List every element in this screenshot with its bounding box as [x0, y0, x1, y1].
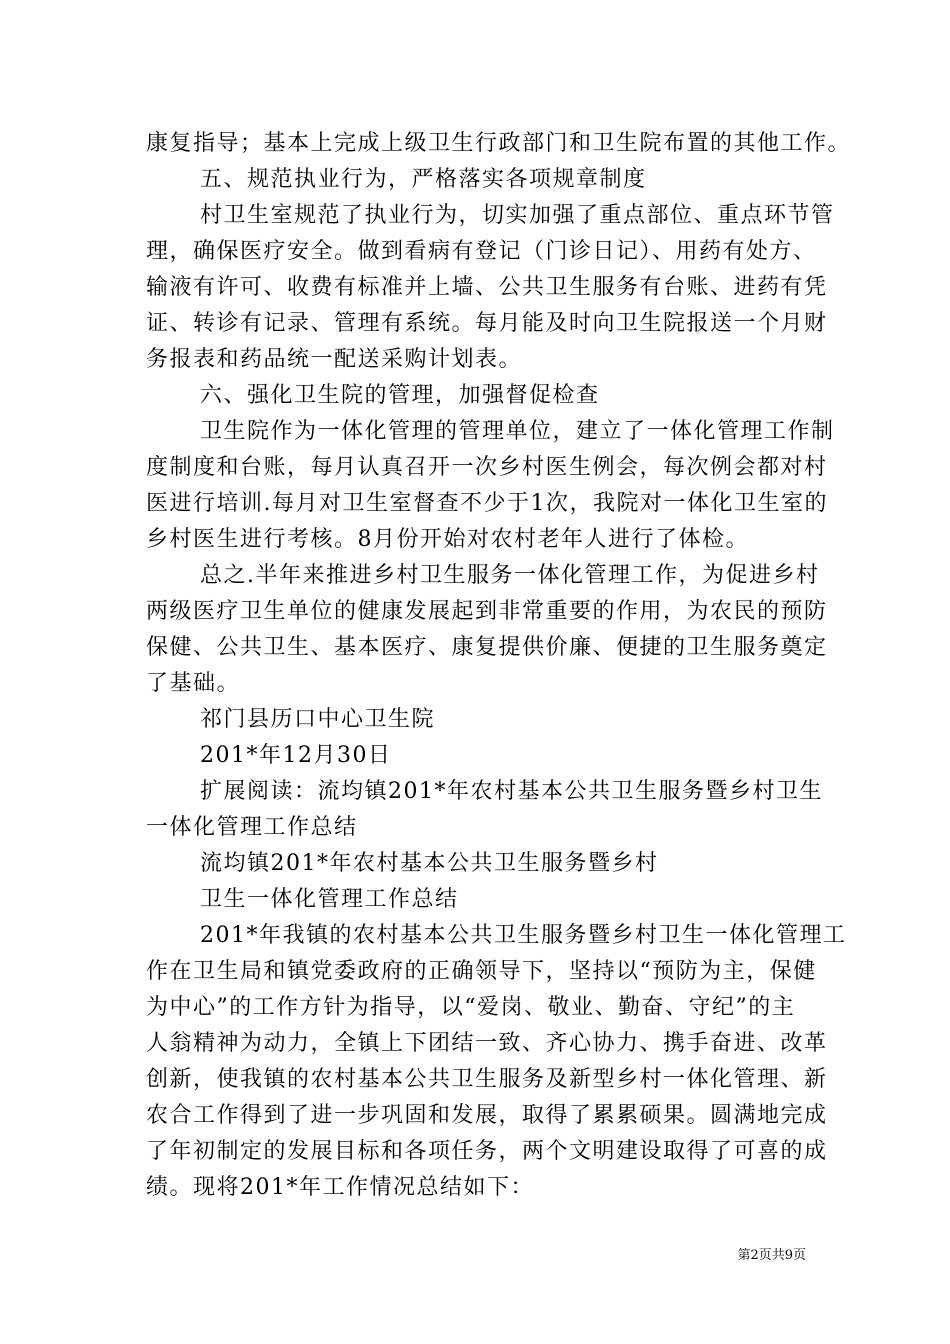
body-text-line: 医进行培训.每月对卫生室督查不少于1次，我院对一体化卫生室的 [146, 491, 828, 516]
body-text-line: 保健、公共卫生、基本医疗、康复提供价廉、便捷的卫生服务奠定 [146, 635, 828, 660]
body-text-line: 度制度和台账，每月认真召开一次乡村医生例会，每次例会都对村 [146, 455, 828, 480]
body-text-line: 输液有许可、收费有标准并上墙、公共卫生服务有台账、进药有凭 [146, 275, 828, 300]
body-text-line: 务报表和药品统一配送采购计划表。 [146, 347, 523, 372]
section-heading: 六、强化卫生院的管理，加强督促检查 [200, 383, 600, 408]
body-text-line: 卫生院作为一体化管理的管理单位，建立了一体化管理工作制 [200, 419, 835, 444]
article-title: 流均镇201*年农村基本公共卫生服务暨乡村 [200, 851, 659, 876]
page-number: 第2页共9页 [737, 1248, 806, 1263]
body-text-line: 了基础。 [146, 671, 241, 696]
body-text-line: 了年初制定的发展目标和各项任务，两个文明建设取得了可喜的成 [146, 1139, 828, 1164]
body-text-line: 康复指导；基本上完成上级卫生行政部门和卫生院布置的其他工作。 [146, 131, 852, 156]
body-text-line: 为中心”的工作方针为指导，以“爱岗、敬业、勤奋、守纪”的主 [146, 995, 796, 1020]
body-text-line: 作在卫生局和镇党委政府的正确领导下，坚持以“预防为主，保健 [146, 959, 817, 984]
extended-reading-title: 一体化管理工作总结 [146, 815, 358, 840]
article-title: 卫生一体化管理工作总结 [200, 887, 459, 912]
body-text-line: 两级医疗卫生单位的健康发展起到非常重要的作用，为农民的预防 [146, 599, 828, 624]
body-text-line: 农合工作得到了进一步巩固和发展，取得了累累硕果。圆满地完成 [146, 1103, 828, 1128]
extended-reading-title: 扩展阅读：流均镇201*年农村基本公共卫生服务暨乡村卫生 [200, 779, 823, 804]
body-text-line: 理，确保医疗安全。做到看病有登记（门诊日记）、用药有处方、 [146, 239, 817, 264]
body-text-line: 村卫生室规范了执业行为，切实加强了重点部位、重点环节管 [200, 203, 835, 228]
body-text-line: 总之.半年来推进乡村卫生服务一体化管理工作，为促进乡村 [200, 563, 820, 588]
body-text-line: 乡村医生进行考核。8月份开始对农村老年人进行了体检。 [146, 527, 749, 552]
body-text-line: 201*年我镇的农村基本公共卫生服务暨乡村卫生一体化管理工 [200, 923, 847, 948]
section-heading: 五、规范执业行为，严格落实各项规章制度 [200, 167, 647, 192]
body-text-line: 绩。现将201*年工作情况总结如下： [146, 1175, 534, 1200]
signature-date: 201*年12月30日 [200, 743, 392, 768]
body-text-line: 创新，使我镇的农村基本公共卫生服务及新型乡村一体化管理、新 [146, 1067, 828, 1092]
body-text-line: 证、转诊有记录、管理有系统。每月能及时向卫生院报送一个月财 [146, 311, 828, 336]
body-text-line: 人翁精神为动力，全镇上下团结一致、齐心协力、携手奋进、改革 [146, 1031, 828, 1056]
signature-organization: 祁门县历口中心卫生院 [200, 707, 436, 732]
